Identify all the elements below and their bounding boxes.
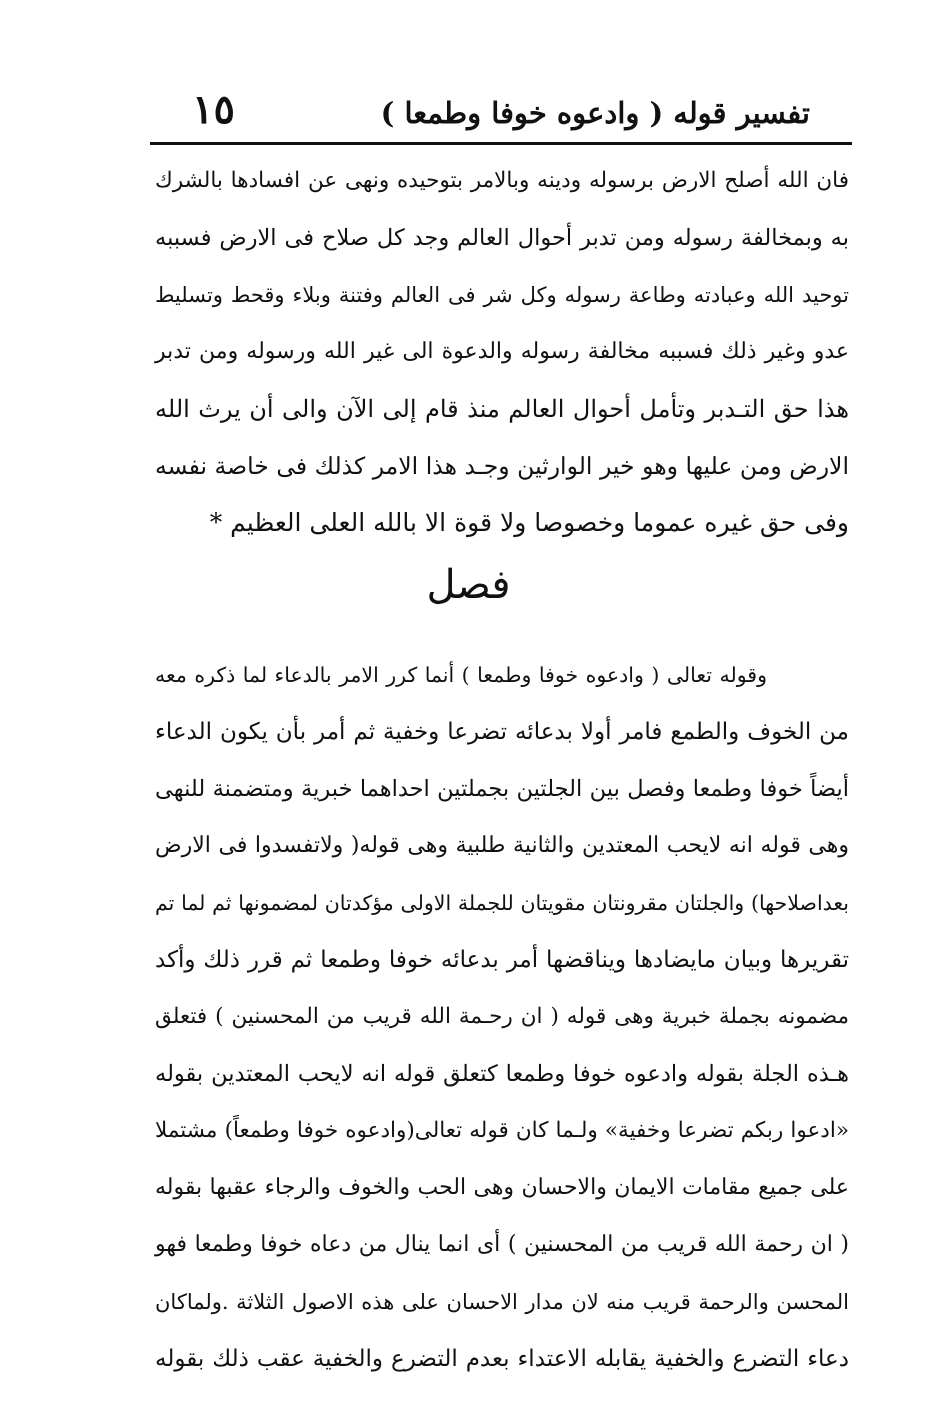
paragraph-1 [155, 166, 849, 565]
text-line: أيضاً خوفا وطمعا وفصل بين الجلتين بجملتين احداهما خبرية ومتضمنة للنهى [155, 776, 849, 802]
text-line: وقوله تعالى ( وادعوه خوفا وطمعا ) أنما كرر الامر بالدعاء لما ذكره معه [155, 663, 767, 687]
text-line: عدو وغير ذلك فسببه مخالفة رسوله والدعوة الى غير الله ورسوله ومن تدبر [155, 339, 849, 364]
page-header [150, 82, 850, 142]
text-line: وهى قوله انه لايحب المعتدين والثانية طلبية وهى قوله( ولاتفسدوا فى الارض [155, 833, 849, 858]
text-line: دعاء التضرع والخفية يقابله الاعتداء بعدم التضرع والخفية عقب ذلك بقوله [155, 1346, 849, 1372]
text-line: تقريرها وبيان مايضادها ويناقضها أمر بدعائه خوفا وطمعا ثم قرر ذلك وأكد [155, 947, 849, 973]
text-line: هـذه الجلة بقوله وادعوه خوفا وطمعا كتعلق قوله انه لايحب المعتدين بقوله [155, 1061, 849, 1087]
text-line: من الخوف والطمع فامر أولا بدعائه تضرعا وخفية ثم أمر بأن يكون الدعاء [155, 719, 849, 745]
text-line: هذا حق التـدبر وتأمل أحوال العالم منذ قام إلى الآن والى أن يرث الله [155, 395, 849, 423]
text-line: مضمونه بجملة خبرية وهى قوله ( ان رحـمة الله قريب من المحسنين ) فتعلق [155, 1004, 849, 1029]
text-line: بعداصلاحها) والجلتان مقرونتان مقويتان للجملة الاولى مؤكدتان لمضمونها ثم لما تم [155, 891, 849, 915]
text-line: وفى حق غيره عموما وخصوصا ولا قوة الا بالله العلى العظيم * [209, 508, 849, 537]
text-line: ( ان رحمة الله قريب من المحسنين ) أى انما ينال من دعاه خوفا وطمعا فهو [155, 1232, 849, 1257]
running-title: تفسير قوله ( وادعوه خوفا وطمعا ) [380, 96, 810, 130]
text-line: به وبمخالفة رسوله ومن تدبر أحوال العالم وجد كل صلاح فى الارض فسببه [155, 225, 849, 251]
text-line: فان الله أصلح الارض برسوله ودينه وبالامر بتوحيده ونهى عن افسادها بالشرك [155, 168, 849, 193]
text-line: «ادعوا ربكم تضرعا وخفية» ولـما كان قوله تعالى(وادعوه خوفا وطمعاً) مشتملا [155, 1118, 849, 1143]
text-line: المحسن والرحمة قريب منه لان مدار الاحسان على هذه الاصول الثلاثة .ولماكان [155, 1290, 849, 1314]
section-heading: فصل [426, 562, 511, 608]
text-line: على جميع مقامات الايمان والاحسان وهى الحب والخوف والرجاء عقبها بقوله [155, 1175, 849, 1200]
paragraph-2 [155, 660, 849, 1401]
text-line: توحيد الله وعبادته وطاعة رسوله وكل شر فى العالم وفتنة وبلاء وقحط وتسليط [155, 283, 849, 307]
page-number: ١٥ [192, 86, 235, 133]
text-line: الارض ومن عليها وهو خير الوارثين وجـد هذا الامر كذلك فى خاصة نفسه [155, 452, 849, 480]
header-rule [150, 142, 852, 145]
